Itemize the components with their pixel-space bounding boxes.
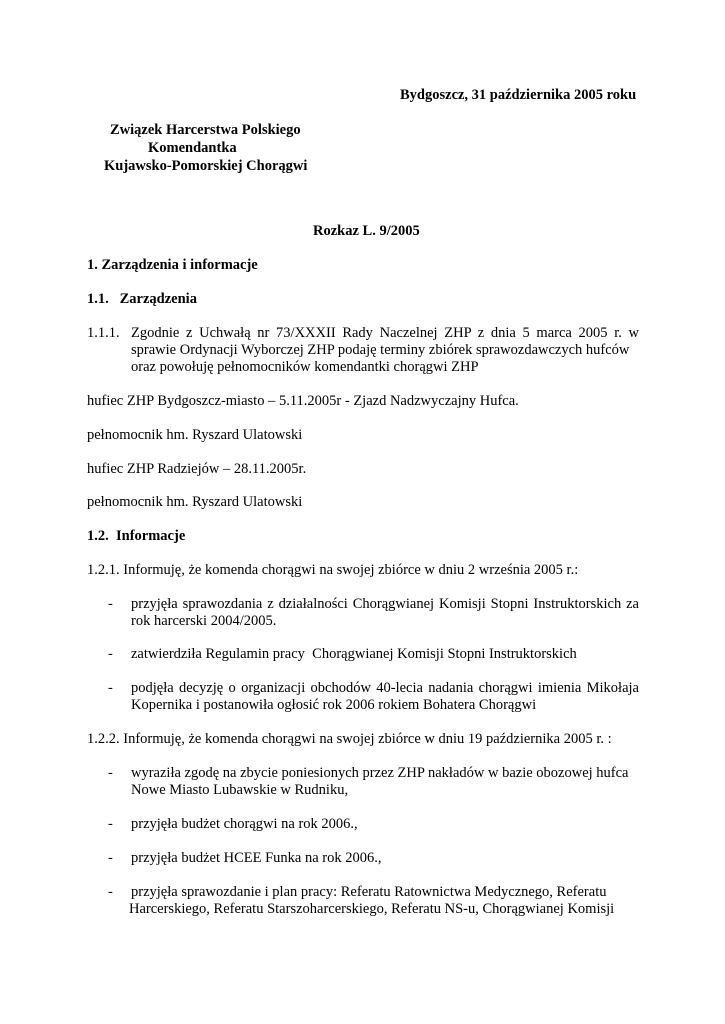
subsection-heading: 1.1. Zarządzenia — [87, 291, 197, 307]
paragraph: hufiec ZHP Bydgoszcz-miasto – 5.11.2005r - Zjazd Nadzwyczajny Hufca. — [87, 393, 519, 409]
bullet-dash: - — [108, 680, 113, 696]
organization-unit: Kujawsko-Pomorskiej Chorągwi — [104, 158, 308, 174]
bullet-dash: - — [108, 646, 113, 662]
list-item-line: rok harcerski 2004/2005. — [131, 613, 277, 629]
item-number: 1.1.1. — [87, 325, 120, 341]
list-item-line: Kopernika i postanowiła ogłosić rok 2006 rokiem Bohatera Chorągwi — [131, 697, 537, 713]
organization-role: Komendantka — [148, 140, 237, 156]
item-text-line: oraz powołuję pełnomocników komendantki chorągwi ZHP — [131, 359, 479, 375]
list-item-line: podjęła decyzję o organizacji obchodów 40-lecia nadania chorągwi imienia Mikołaja — [131, 680, 639, 696]
bullet-dash: - — [108, 850, 113, 866]
list-item-line: Nowe Miasto Lubawskie w Rudniku, — [131, 782, 349, 798]
list-item-line: przyjęła budżet HCEE Funka na rok 2006., — [131, 850, 382, 866]
organization-name: Związek Harcerstwa Polskiego — [110, 122, 301, 138]
section-heading: 1. Zarządzenia i informacje — [87, 257, 258, 273]
item-text-line: Zgodnie z Uchwałą nr 73/XXXII Rady Naczelnej ZHP z dnia 5 marca 2005 r. w — [131, 325, 639, 341]
bullet-dash: - — [108, 596, 113, 612]
subsection-heading: 1.2. Informacje — [87, 528, 186, 544]
list-item-line: wyraziła zgodę na zbycie poniesionych przez ZHP nakładów w bazie obozowej hufca — [131, 765, 629, 781]
bullet-dash: - — [108, 816, 113, 832]
list-item-line: Harcerskiego, Referatu Starszoharcerskiego, Referatu NS-u, Chorągwianej Komisji — [129, 901, 615, 917]
bullet-dash: - — [108, 765, 113, 781]
paragraph: pełnomocnik hm. Ryszard Ulatowski — [87, 494, 303, 510]
list-item-line: przyjęła sprawozdanie i plan pracy: Referatu Ratownictwa Medycznego, Referatu — [131, 884, 607, 900]
date-line: Bydgoszcz, 31 października 2005 roku — [400, 87, 637, 103]
item-text-line: sprawie Ordynacji Wyborczej ZHP podaję terminy zbiórek sprawozdawczych hufców — [131, 342, 630, 358]
order-title: Rozkaz L. 9/2005 — [313, 223, 420, 239]
paragraph: 1.2.1. Informuję, że komenda chorągwi na swojej zbiórce w dniu 2 września 2005 r.: — [87, 562, 579, 578]
list-item-line: zatwierdziła Regulamin pracy Chorągwianej Komisji Stopni Instruktorskich — [131, 646, 577, 662]
list-item-line: przyjęła sprawozdania z działalności Chorągwianej Komisji Stopni Instruktorskich za — [131, 596, 639, 612]
paragraph: hufiec ZHP Radziejów – 28.11.2005r. — [87, 461, 307, 477]
paragraph: pełnomocnik hm. Ryszard Ulatowski — [87, 427, 303, 443]
list-item-line: przyjęła budżet chorągwi na rok 2006., — [131, 816, 358, 832]
paragraph: 1.2.2. Informuję, że komenda chorągwi na swojej zbiórce w dniu 19 października 2005 r. : — [87, 731, 612, 747]
bullet-dash: - — [108, 884, 113, 900]
